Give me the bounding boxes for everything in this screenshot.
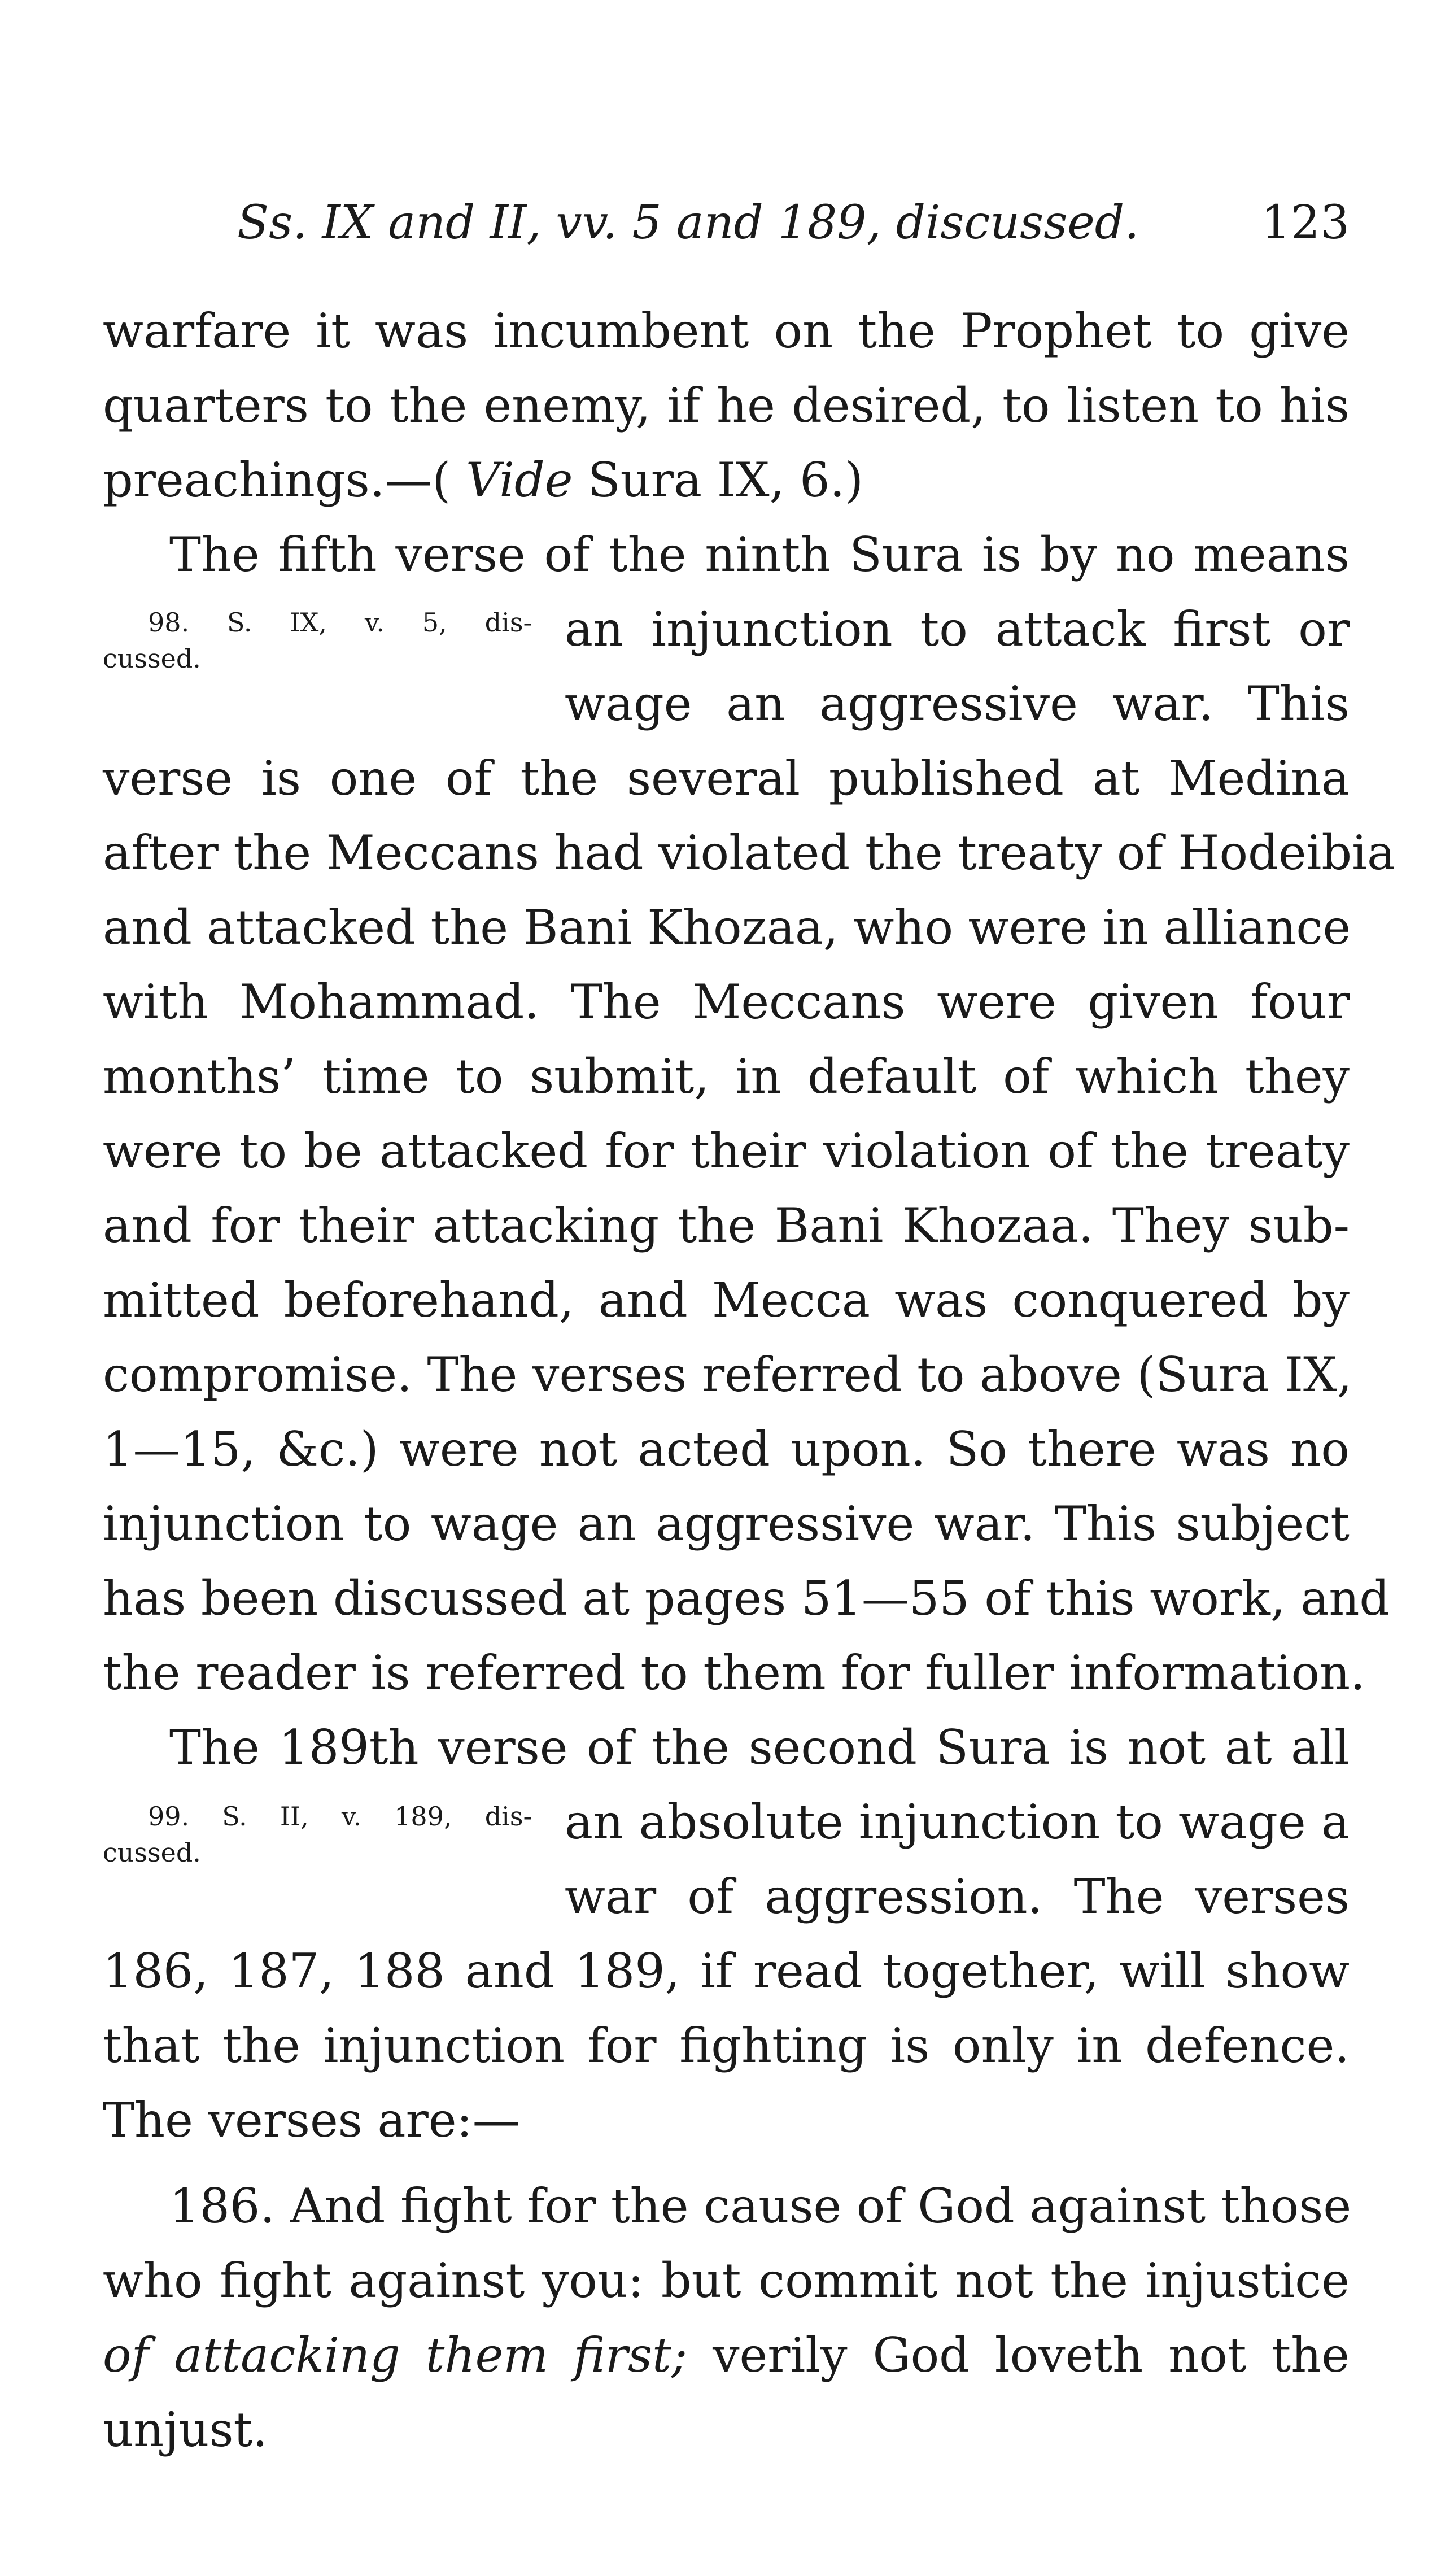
text-line: The verses are:— <box>103 2093 520 2148</box>
text-line: quarters to the enemy, if he desired, to listen to his <box>103 378 1350 433</box>
text-line: and attacked the Bani Khozaa, who were in alliance <box>103 900 1351 955</box>
text-line: wage an aggressive war. This <box>565 676 1350 731</box>
text-line: unjust. <box>103 2402 268 2457</box>
text-line: has been discussed at pages 51—55 of this work, and <box>103 1571 1390 1626</box>
text-line: after the Meccans had violated the treaty of Hodeibia <box>103 825 1396 881</box>
text-line: that the injunction for fighting is only in defence. <box>103 2018 1350 2073</box>
text-line: the reader is referred to them for fuller information. <box>103 1645 1365 1701</box>
margin-note-line: 98. S. IX, v. 5, dis- <box>148 607 532 638</box>
margin-note-98 <box>103 604 532 677</box>
italic-text: Vide <box>465 452 573 508</box>
text-line: an injunction to attack first or <box>565 601 1350 657</box>
text-line: with Mohammad. The Meccans were given four <box>103 974 1350 1030</box>
margin-note-99 <box>103 1798 532 1871</box>
text-line: The fifth verse of the ninth Sura is by no means <box>169 527 1350 582</box>
text-line: injunction to wage an aggressive war. This subject <box>103 1496 1350 1551</box>
text-line: compromise. The verses referred to above (Sura IX, <box>103 1347 1352 1402</box>
page-header <box>237 186 1350 260</box>
text-line: warfare it was incumbent on the Prophet to give <box>103 303 1350 359</box>
margin-note-line: cussed. <box>103 1837 201 1868</box>
text-span: preachings.—( <box>103 452 466 508</box>
italic-text: of attacking them first; <box>103 2327 688 2383</box>
text-line: and for their attacking the Bani Khozaa. They sub- <box>103 1198 1350 1253</box>
text-span: Sura IX, 6.) <box>573 452 864 508</box>
margin-note-line: 99. S. II, v. 189, dis- <box>148 1801 532 1832</box>
text-line: mitted beforehand, and Mecca was conquered by <box>103 1272 1350 1328</box>
text-line: an absolute injunction to wage a <box>565 1794 1350 1850</box>
text-line <box>103 443 1350 517</box>
text-line: war of aggression. The verses <box>565 1869 1350 1924</box>
page-number: 123 <box>1261 196 1350 250</box>
text-line: 1—15, &c.) were not acted upon. So there was no <box>103 1422 1350 1477</box>
text-line: 186. And fight for the cause of God against those <box>169 2178 1352 2234</box>
text-line: verse is one of the several published at Medina <box>103 751 1350 806</box>
margin-note-line: cussed. <box>103 643 201 674</box>
text-line: 186, 187, 188 and 189, if read together, will show <box>103 1943 1350 1999</box>
text-line: months’ time to submit, in default of which they <box>103 1049 1350 1104</box>
text-span: verily God loveth not the <box>687 2327 1350 2383</box>
text-line: who fight against you: but commit not the injustice <box>103 2253 1350 2308</box>
text-line: were to be attacked for their violation of the treaty <box>103 1123 1350 1179</box>
text-line: The 189th verse of the second Sura is not at all <box>169 1720 1350 1775</box>
text-line <box>103 2318 1350 2392</box>
running-head: Ss. IX and II, vv. 5 and 189, discussed. <box>237 196 1139 250</box>
